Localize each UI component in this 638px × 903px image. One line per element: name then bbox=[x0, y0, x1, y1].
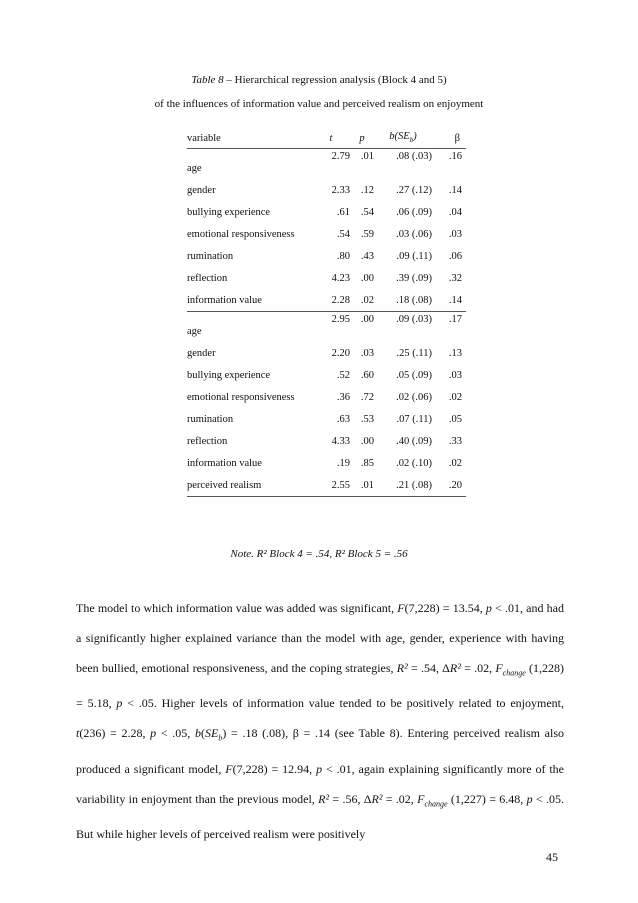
paragraph-segment: R² bbox=[318, 791, 330, 806]
paragraph-segment: < .01, again explaining significantly more of the variability in enjoyment than the previous model, bbox=[76, 761, 565, 806]
cell-p: .72 bbox=[360, 391, 374, 403]
cell-beta: .02 bbox=[448, 457, 462, 469]
cell-b-se: .09 (.03) bbox=[374, 312, 432, 343]
cell-variable: bullying experience bbox=[187, 206, 271, 218]
paragraph-segment: p bbox=[485, 601, 492, 615]
cell-beta: .20 bbox=[432, 474, 466, 497]
cell-t: 2.28 bbox=[331, 294, 350, 306]
table-header-row bbox=[187, 128, 466, 149]
paragraph-segment: = .54, Δ bbox=[407, 661, 450, 675]
cell-t: .54 bbox=[336, 228, 350, 240]
paragraph-segment: < .01, and had a significantly higher explained variance than the model with age, gender, experience with having been bullied, emotional responsiveness, and the coping strategies, bbox=[76, 601, 565, 675]
header-b-se: $b(SE_b)$ bbox=[374, 128, 432, 149]
cell-t: 4.23 bbox=[331, 272, 350, 284]
cell-variable: rumination bbox=[187, 413, 234, 425]
paragraph-segment: p bbox=[316, 761, 323, 776]
paragraph-segment: change bbox=[424, 799, 448, 809]
table-row bbox=[187, 179, 466, 201]
cell-variable: information value bbox=[187, 294, 262, 306]
cell-beta: .32 bbox=[448, 272, 462, 284]
paragraph-segment: b bbox=[194, 726, 201, 741]
cell-variable: age bbox=[187, 162, 202, 174]
cell-beta: .13 bbox=[448, 347, 462, 359]
cell-p: .00 bbox=[350, 312, 374, 343]
cell-beta: .33 bbox=[448, 435, 462, 447]
paragraph-segment: (1,227) = 6.48, bbox=[447, 791, 527, 806]
cell-beta: .17 bbox=[432, 312, 466, 343]
cell-b-se: .08 (.03) bbox=[396, 151, 432, 162]
cell-p: .01 bbox=[350, 474, 374, 497]
header-t: t bbox=[312, 128, 350, 149]
header-variable: variable bbox=[187, 128, 312, 149]
table-row bbox=[187, 267, 466, 289]
cell-variable: emotional responsiveness bbox=[187, 228, 295, 240]
cell-p: .59 bbox=[360, 228, 374, 240]
paragraph-segment: R² bbox=[371, 791, 383, 806]
cell-variable: rumination bbox=[187, 250, 234, 262]
cell-variable: perceived realism bbox=[187, 474, 312, 497]
cell-b-se: .18 (.08) bbox=[396, 294, 432, 306]
paragraph-segment: < .05. Higher levels of information value tended to be positively related to enjoyment, bbox=[122, 696, 564, 711]
table-row bbox=[187, 289, 466, 312]
cell-beta: .06 bbox=[448, 250, 462, 262]
header-p: p bbox=[350, 128, 374, 149]
paragraph-segment: (7,228) = 13.54, bbox=[404, 601, 486, 615]
cell-variable: information value bbox=[187, 457, 262, 469]
cell-beta: .16 bbox=[448, 151, 462, 162]
cell-beta: .03 bbox=[448, 228, 462, 240]
paragraph-segment: (236) = 2.28, bbox=[79, 726, 151, 741]
cell-p: .03 bbox=[360, 347, 374, 359]
cell-b-se: .06 (.09) bbox=[396, 206, 432, 218]
table-row bbox=[187, 452, 466, 474]
cell-p: .12 bbox=[360, 184, 374, 196]
cell-p: .60 bbox=[360, 369, 374, 381]
cell-b-se: .09 (.11) bbox=[396, 250, 432, 262]
paragraph-segment: ( bbox=[200, 726, 205, 741]
cell-beta: .05 bbox=[448, 413, 462, 425]
cell-variable: gender bbox=[187, 184, 216, 196]
table-row bbox=[187, 386, 466, 408]
cell-variable: bullying experience bbox=[187, 369, 271, 381]
cell-b-se: .02 (.10) bbox=[396, 457, 432, 469]
paragraph-segment: (7,228) = 12.94, bbox=[232, 761, 317, 776]
cell-variable: reflection bbox=[187, 272, 228, 284]
cell-p: .53 bbox=[360, 413, 374, 425]
cell-t: 2.95 bbox=[312, 312, 350, 343]
table-row bbox=[187, 201, 466, 223]
table-number: Table 8 bbox=[191, 74, 224, 86]
table-row bbox=[187, 430, 466, 452]
paragraph-segment: = .02, bbox=[460, 661, 496, 675]
table-title: – Hierarchical regression analysis (Block 4 and 5) bbox=[223, 74, 447, 86]
paragraph-segment: b bbox=[218, 733, 223, 743]
paragraph-segment: = .02, bbox=[382, 791, 418, 806]
table-note: Note. R² Block 4 = .54, R² Block 5 = .56 bbox=[230, 548, 408, 560]
cell-beta: .14 bbox=[448, 184, 462, 196]
cell-b-se: .25 (.11) bbox=[396, 347, 432, 359]
cell-b-se: .02 (.06) bbox=[396, 391, 432, 403]
cell-beta: .14 bbox=[448, 294, 462, 306]
paragraph-segment: < .05. But while higher levels of perceived realism were positively bbox=[76, 791, 564, 842]
table-row bbox=[187, 149, 466, 180]
paragraph-segment: F bbox=[397, 601, 405, 615]
paragraph-segment: ) = .18 (.08), β = .14 (see Table 8). Entering perceived realism also produced a significant model, bbox=[76, 726, 565, 776]
cell-t: .61 bbox=[336, 206, 350, 218]
cell-b-se: .21 (.08) bbox=[374, 474, 432, 497]
cell-variable: emotional responsiveness bbox=[187, 391, 295, 403]
cell-variable: gender bbox=[187, 347, 216, 359]
cell-variable: age bbox=[187, 312, 312, 343]
cell-t: 4.33 bbox=[331, 435, 350, 447]
paragraph-segment: R² bbox=[396, 661, 408, 675]
cell-b-se: .39 (.09) bbox=[396, 272, 432, 284]
regression-table bbox=[187, 128, 466, 497]
header-beta: β bbox=[432, 128, 466, 149]
paragraph-segment: < .05, bbox=[156, 726, 195, 741]
paragraph-segment: SE bbox=[204, 726, 219, 741]
cell-p: .00 bbox=[360, 435, 374, 447]
cell-t: .80 bbox=[336, 250, 350, 262]
cell-p: .43 bbox=[360, 250, 374, 262]
paragraph-segment: p bbox=[116, 696, 123, 711]
paragraph-segment: p bbox=[526, 791, 533, 806]
cell-t: .63 bbox=[336, 413, 350, 425]
cell-t: 2.33 bbox=[331, 184, 350, 196]
cell-b-se: .07 (.11) bbox=[396, 413, 432, 425]
cell-t: 2.79 bbox=[331, 151, 350, 162]
paragraph-segment: p bbox=[150, 726, 157, 741]
table-row bbox=[187, 408, 466, 430]
paragraph-segment: F bbox=[495, 661, 503, 675]
paragraph-segment: F bbox=[225, 761, 233, 776]
paragraph-segment: The model to which information value was added was significant, bbox=[76, 601, 398, 615]
table-row bbox=[187, 342, 466, 364]
table-row bbox=[187, 364, 466, 386]
cell-t: .36 bbox=[336, 391, 350, 403]
cell-b-se: .05 (.09) bbox=[396, 369, 432, 381]
cell-b-se: .40 (.09) bbox=[396, 435, 432, 447]
table-caption-title bbox=[0, 74, 638, 86]
cell-t: 2.20 bbox=[331, 347, 350, 359]
body-paragraph bbox=[76, 593, 564, 849]
paragraph-segment: (1,228) = 5.18, bbox=[76, 661, 564, 711]
table-row bbox=[187, 312, 466, 343]
cell-t: 2.55 bbox=[312, 474, 350, 497]
cell-p: .85 bbox=[360, 457, 374, 469]
cell-p: .00 bbox=[360, 272, 374, 284]
cell-p: .02 bbox=[360, 294, 374, 306]
page-number: 45 bbox=[546, 850, 558, 864]
table-body bbox=[187, 149, 466, 497]
cell-b-se: .03 (.06) bbox=[396, 228, 432, 240]
paragraph-segment: change bbox=[502, 668, 526, 678]
paragraph-segment: = .56, Δ bbox=[329, 791, 372, 806]
table-caption-subtitle: of the influences of information value and perceived realism on enjoyment bbox=[154, 98, 484, 110]
cell-beta: .02 bbox=[448, 391, 462, 403]
paragraph-segment: F bbox=[417, 791, 425, 806]
table-row bbox=[187, 223, 466, 245]
cell-beta: .04 bbox=[448, 206, 462, 218]
cell-variable: reflection bbox=[187, 435, 228, 447]
paragraph-segment: R² bbox=[449, 661, 461, 675]
cell-p: .54 bbox=[360, 206, 374, 218]
table-row bbox=[187, 474, 466, 497]
paragraph-segment: t bbox=[76, 726, 80, 741]
cell-b-se: .27 (.12) bbox=[396, 184, 432, 196]
cell-beta: .03 bbox=[448, 369, 462, 381]
cell-t: .52 bbox=[336, 369, 350, 381]
table-row bbox=[187, 245, 466, 267]
cell-t: .19 bbox=[336, 457, 350, 469]
cell-p: .01 bbox=[360, 151, 374, 162]
